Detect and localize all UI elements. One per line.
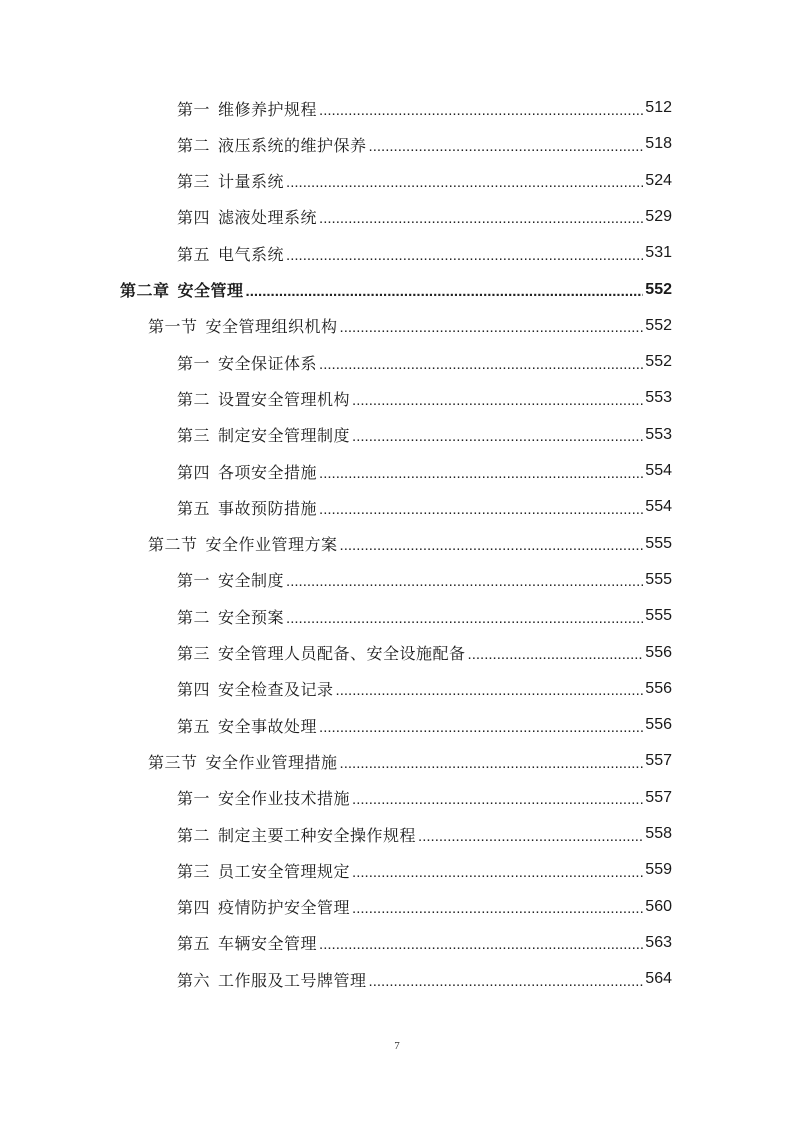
entry-number: 第四 (177, 462, 211, 482)
entry-number: 第二章 (120, 281, 170, 300)
entry-page: 556 (645, 643, 672, 661)
entry-page: 518 (645, 135, 672, 153)
entry-number: 第一 (177, 353, 211, 373)
entry-title: 设置安全管理机构 (218, 389, 351, 409)
dot-leader (340, 537, 644, 554)
entry-title: 电气系统 (218, 244, 285, 264)
entry-number: 第五 (177, 244, 211, 264)
entry-title: 计量系统 (218, 172, 285, 192)
toc-entry[interactable] (177, 816, 672, 852)
entry-number: 第一 (177, 571, 211, 591)
dot-leader (319, 356, 643, 373)
toc-entry[interactable] (177, 889, 672, 925)
entry-title: 各项安全措施 (218, 462, 318, 482)
entry-title: 事故预防措施 (218, 498, 318, 518)
toc-entry[interactable] (177, 344, 672, 380)
entry-number: 第三 (177, 644, 211, 663)
entry-title: 安全管理人员配备、安全设施配备 (218, 644, 466, 663)
entry-number: 第三节 (148, 752, 198, 772)
entry-page: 560 (645, 897, 672, 915)
dot-leader (340, 319, 644, 336)
entry-page: 531 (645, 244, 672, 262)
entry-title: 安全保证体系 (218, 353, 318, 373)
entry-title: 安全作业管理方案 (205, 535, 338, 555)
entry-title: 制定主要工种安全操作规程 (218, 825, 417, 845)
entry-number: 第二 (177, 825, 211, 845)
entry-number: 第五 (177, 498, 211, 518)
dot-leader (369, 973, 644, 990)
toc-entry[interactable] (177, 453, 672, 489)
entry-number: 第一 (177, 99, 211, 119)
page-number: 7 (394, 1040, 400, 1052)
entry-page: 564 (645, 970, 672, 988)
dot-leader (319, 501, 643, 518)
toc-entry[interactable] (177, 90, 672, 126)
entry-title: 安全制度 (218, 571, 285, 591)
entry-page: 563 (645, 933, 672, 951)
dot-leader (352, 864, 643, 881)
entry-page: 529 (645, 207, 672, 225)
entry-page: 556 (645, 679, 672, 697)
entry-title: 安全作业技术措施 (218, 789, 351, 809)
dot-leader (319, 102, 643, 119)
entry-page: 552 (645, 280, 672, 298)
entry-page: 555 (645, 607, 672, 625)
entry-title: 安全检查及记录 (218, 680, 334, 700)
dot-leader (468, 646, 644, 663)
entry-page: 554 (645, 462, 672, 479)
toc-entry[interactable] (177, 126, 672, 162)
entry-number: 第三 (177, 426, 211, 446)
entry-title: 制定安全管理制度 (218, 426, 351, 446)
toc-entry[interactable] (177, 380, 672, 416)
dot-leader (352, 900, 643, 917)
entry-number: 第六 (177, 970, 211, 990)
dot-leader (340, 755, 644, 772)
entry-number: 第五 (177, 716, 211, 736)
entry-title: 滤液处理系统 (218, 208, 318, 228)
entry-title: 员工安全管理规定 (218, 861, 351, 881)
entry-title: 疫情防护安全管理 (218, 898, 351, 918)
entry-page: 554 (645, 498, 672, 516)
entry-page: 558 (645, 825, 672, 842)
entry-number: 第二节 (148, 535, 198, 555)
entry-number: 第一 (177, 789, 211, 809)
entry-title: 安全管理组织机构 (205, 317, 338, 337)
entry-number: 第四 (177, 208, 211, 228)
entry-title: 液压系统的维护保养 (218, 135, 367, 155)
entry-page: 556 (645, 716, 672, 734)
entry-page: 555 (645, 534, 672, 552)
dot-leader (246, 283, 644, 300)
entry-page: 559 (645, 861, 672, 879)
entry-page: 512 (645, 99, 672, 116)
entry-number: 第四 (177, 898, 211, 918)
entry-title: 工作服及工号牌管理 (218, 970, 367, 990)
toc-entry[interactable] (177, 925, 672, 961)
dot-leader (286, 247, 643, 264)
entry-title: 安全作业管理措施 (205, 752, 338, 772)
dot-leader (319, 936, 643, 953)
toc-entry[interactable] (177, 635, 672, 671)
entry-page: 557 (645, 788, 672, 806)
toc-entry[interactable] (177, 598, 672, 634)
entry-number: 第二 (177, 607, 211, 627)
dot-leader (286, 573, 643, 590)
toc-entry[interactable] (177, 235, 672, 271)
dot-leader (286, 610, 643, 627)
entry-page: 524 (645, 171, 672, 189)
toc-section[interactable] (148, 743, 672, 779)
toc-entry[interactable] (177, 671, 672, 707)
toc-entry[interactable] (177, 562, 672, 598)
entry-number: 第三 (177, 172, 211, 192)
entry-number: 第二 (177, 135, 211, 155)
toc-entry[interactable] (177, 961, 672, 997)
dot-leader (369, 138, 644, 155)
dot-leader (319, 210, 643, 227)
dot-leader (336, 682, 644, 699)
toc-entry[interactable] (177, 489, 672, 525)
entry-title: 车辆安全管理 (218, 934, 318, 954)
toc-chapter[interactable] (120, 272, 672, 308)
dot-leader (352, 428, 643, 445)
entry-page: 555 (645, 570, 672, 588)
entry-number: 第四 (177, 680, 211, 700)
entry-number: 第二 (177, 389, 211, 409)
toc-entry[interactable] (177, 199, 672, 235)
toc-section[interactable] (148, 526, 672, 562)
entry-page: 553 (645, 389, 672, 407)
toc-entry[interactable] (177, 852, 672, 888)
toc-entry[interactable] (177, 780, 672, 816)
entry-number: 第五 (177, 934, 211, 954)
dot-leader (319, 465, 643, 482)
dot-leader (286, 174, 643, 191)
entry-page: 557 (645, 752, 672, 770)
entry-title: 安全管理 (177, 281, 244, 300)
entry-page: 552 (645, 353, 672, 371)
dot-leader (352, 791, 643, 808)
toc-entry[interactable] (177, 707, 672, 743)
toc-entry[interactable] (177, 163, 672, 199)
entry-number: 第一节 (148, 317, 198, 337)
toc-section[interactable] (148, 308, 672, 344)
entry-title: 安全事故处理 (218, 716, 318, 736)
entry-page: 553 (645, 425, 672, 443)
entry-page: 552 (645, 316, 672, 334)
dot-leader (418, 828, 643, 845)
toc-entry[interactable] (177, 417, 672, 453)
dot-leader (352, 392, 643, 409)
entry-number: 第三 (177, 861, 211, 881)
entry-title: 维修养护规程 (218, 99, 318, 119)
entry-title: 安全预案 (218, 607, 285, 627)
dot-leader (319, 719, 643, 736)
